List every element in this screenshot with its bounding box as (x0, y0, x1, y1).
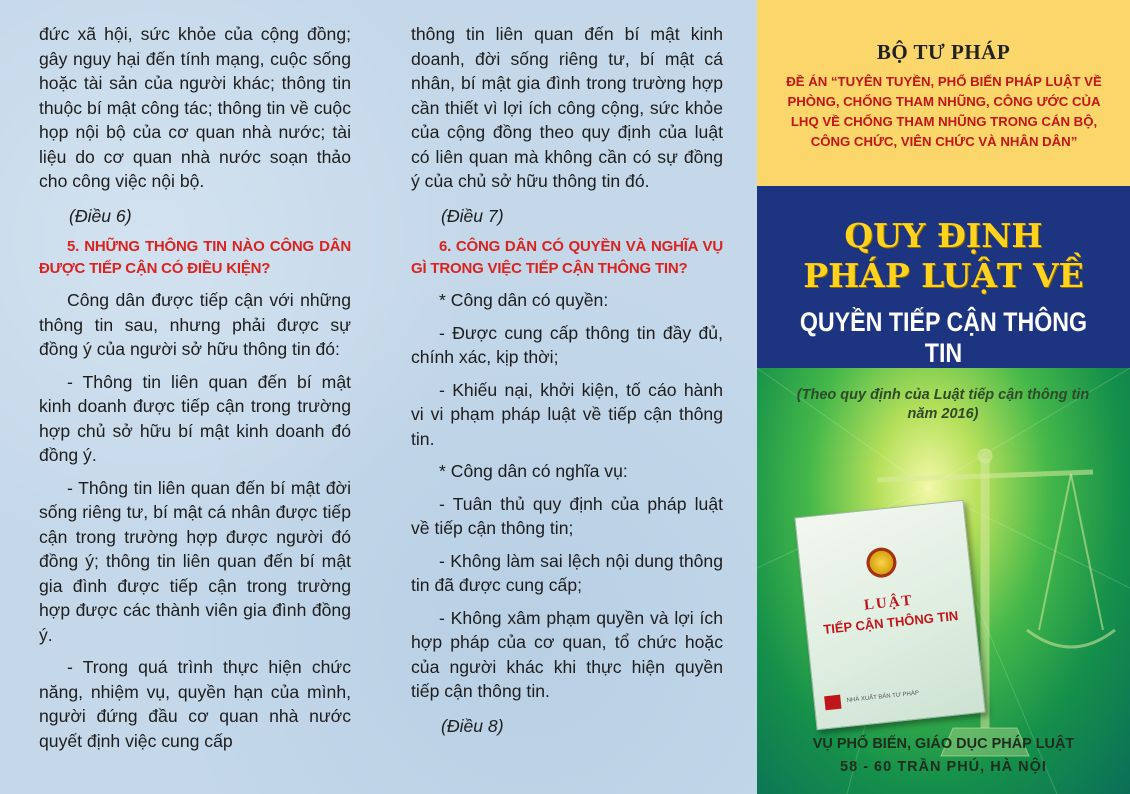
cover-title (757, 216, 1130, 296)
address: 58 - 60 TRẦN PHÚ, HÀ NỘI (840, 759, 1047, 775)
paragraph: - Thông tin liên quan đến bí mật đời sống riêng tư, bí mật cá nhân được tiếp cận trong trường hợp được người đó đồng ý; thông tin liên quan đến bí mật gia đình được tiếp cận trong trường hợp được các thành viên gia đình đồng ý. (39, 477, 351, 645)
organization-name: BỘ TƯ PHÁP (876, 40, 1011, 64)
rights-label: * Công dân có quyền: (439, 290, 609, 310)
text-column-1 (39, 22, 351, 753)
cover-illustration-band (757, 368, 1130, 794)
section-heading-5: 5. NHỮNG THÔNG TIN NÀO CÔNG DÂN ĐƯỢC TIẾP CẬN CÓ ĐIỀU KIỆN? (39, 238, 351, 277)
article-reference: (Điều 6) (69, 205, 132, 226)
cover-panel (757, 0, 1130, 794)
text-column-2 (411, 22, 723, 746)
continued-paragraph: đức xã hội, sức khỏe của cộng đồng; gây nguy hại đến tính mạng, cuộc sống hoặc tài sản của người khác; thông tin thuộc bí mật công tác; thông tin về cuộc họp nội bộ của cơ quan nhà nước; tài liệu do cơ quan nhà nước soạn thảo cho công việc nội bộ. (39, 24, 351, 191)
cover-title-line-1: QUY ĐỊNH (844, 216, 1043, 255)
book-word: LUẬT (863, 592, 915, 614)
law-book-image (794, 500, 985, 731)
publisher-logo-icon (824, 695, 841, 711)
paragraph: Công dân được tiếp cận với những thông tin sau, nhưng phải được sự đồng ý của người sở hữu thông tin đó: (39, 290, 351, 359)
national-emblem-icon (865, 546, 898, 579)
section-heading-6: 6. CÔNG DÂN CÓ QUYỀN VÀ NGHĨA VỤ GÌ TRONG VIỆC TIẾP CẬN THÔNG TIN? (411, 238, 723, 277)
article-reference: (Điều 7) (441, 205, 504, 226)
project-name: ĐỀ ÁN “TUYÊN TUYỀN, PHỔ BIẾN PHÁP LUẬT VỀ PHÒNG, CHỐNG THAM NHŨNG, CÔNG ƯỚC CỦA LHQ VỀ CHỐNG THAM NHŨNG TRONG CÁN BỘ, CÔNG CHỨC, VIÊN CHỨC VÀ NHÂN DÂN” (786, 74, 1102, 149)
duty-item: - Không làm sai lệch nội dung thông tin đã được cung cấp; (411, 550, 723, 595)
duty-item: - Không xâm phạm quyền và lợi ích hợp pháp của cơ quan, tổ chức hoặc của người khác khi thực hiện quyền tiếp cận thông tin. (411, 607, 723, 701)
book-title: TIẾP CẬN THÔNG TIN (822, 607, 959, 638)
cover-title-line-2: PHÁP LUẬT VỀ (803, 256, 1084, 295)
cover-header-band (757, 0, 1130, 186)
duties-label: * Công dân có nghĩa vụ: (439, 461, 628, 481)
continued-paragraph: thông tin liên quan đến bí mật kinh doanh, đời sống riêng tư, bí mật cá nhân, bí mật gia đình trong trường hợp cần thiết vì lợi ích công cộng, sức khỏe của cộng đồng theo quy định của luật có liên quan mà không cần có sự đồng ý của chủ sở hữu thông tin đó. (411, 24, 723, 191)
legal-basis-note: (Theo quy định của Luật tiếp cận thông tin năm 2016) (796, 387, 1090, 422)
right-item: - Khiếu nại, khởi kiện, tố cáo hành vi vi phạm pháp luật về tiếp cận thông tin. (411, 379, 723, 449)
issuing-department: VỤ PHỔ BIẾN, GIÁO DỤC PHÁP LUẬT (812, 736, 1075, 752)
paragraph: - Trong quá trình thực hiện chức năng, nhiệm vụ, quyền hạn của mình, người đứng đầu cơ quan nhà nước quyết định việc cung cấp (39, 657, 351, 751)
article-reference: (Điều 8) (441, 715, 504, 736)
paragraph: - Thông tin liên quan đến bí mật kinh doanh được tiếp cận trong trường hợp chủ sở hữu bí mật kinh doanh đó đồng ý. (39, 371, 351, 465)
cover-title-band (757, 186, 1130, 368)
cover-subtitle: QUYỀN TIẾP CẬN THÔNG TIN (799, 307, 1088, 368)
right-item: - Được cung cấp thông tin đầy đủ, chính xác, kịp thời; (411, 322, 723, 367)
book-publisher: NHÀ XUẤT BẢN TƯ PHÁP (846, 690, 920, 704)
duty-item: - Tuân thủ quy định của pháp luật về tiếp cận thông tin; (411, 493, 723, 538)
